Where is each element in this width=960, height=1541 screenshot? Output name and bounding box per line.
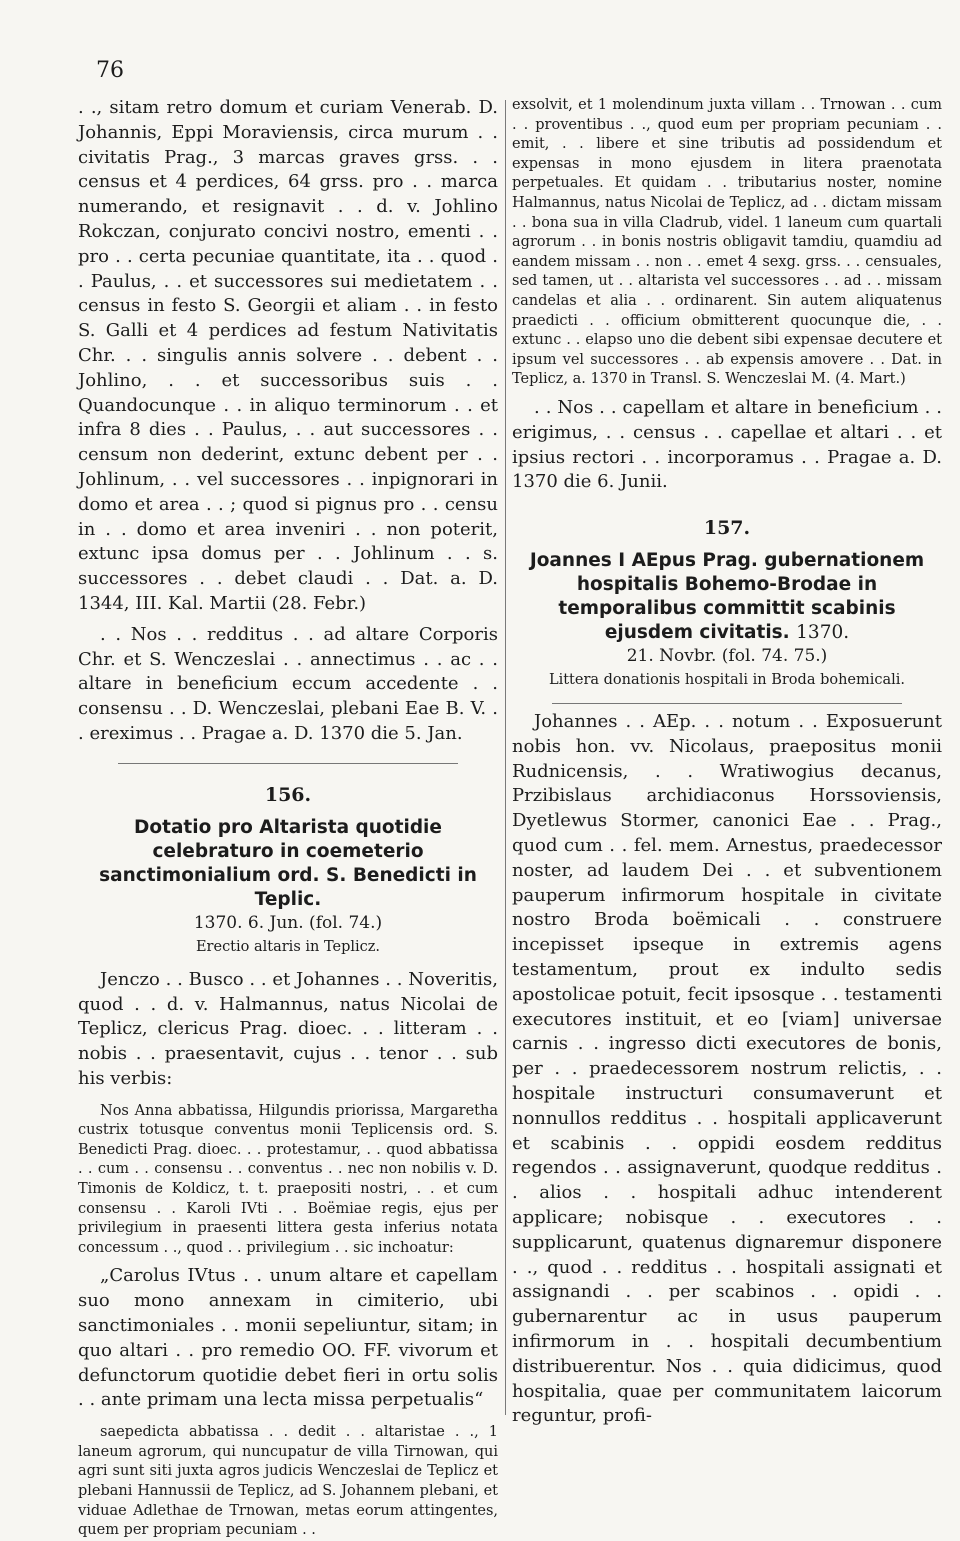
- page-number: 76: [96, 58, 124, 83]
- continued-paragraph: . ., sitam retro domum et curiam Venerab. D. Johannis, Eppi Moraviensis, circa murum . . civitatis Prag., 3 marcas graves grss. . . census et 4 perdices, 64 grss. pro . . marca numerando, et resignavit . . d. v. Johlino Rokczan, conjurato concivi nostro, ementi . . pro . . certa pecuniae quantitate, ita . . quod . . Paulus, . . et successores sui medietatem . . census in festo S. Georgii et aliam . . in festo S. Galli et 4 perdices ad festum Nativitatis Chr. . . singulis annis solvere . . debent . . Johlino, . . et successoribus suis . . Quandocunque . . in aliquo terminorum . . et infra 8 dies . . Paulus, . . aut successores . . censum non dederint, extunc debent per . . Johlinum, . . vel successores . . inpignorari in domo et area . . ; quod si pignus pro . . censu in . . domo et area inveniri . . non poterit, extunc ipsa domus per . . Johlinum . . s. successores . . debet claudi . . Dat. a. D. 1344, III. Kal. Martii (28. Febr.): [78, 97, 498, 614]
- main-paragraph-157: Johannes . . AEp. . . notum . . Exposuerunt nobis hon. vv. Nicolaus, praepositus monii Rudnicensis, . . Wratiwogius decanus, Przibislaus archidiaconus Horssoviensis, Dyetlewus Stormer, canonici Eae . . Prag., quod cum . . fel. mem. Arnestus, praedecessor noster, ad laudem Dei . . et subventionem pauperum infirmorum hospitale in civitate nostro Broda boëmicali . . construere incepisset ipseque in extremis agens testamentum, prout ex indulto sedis apostolicae potuit, fecit ipsosque . . testamenti executores instituit, et eo [viam] universae carnis . . ingresso dicti executores de bonis, per . . praedecessorem nostrum relictis, . . hospitale instructuri consumaverunt et nonnullos redditus . . hospitali applicaverunt et scabinis . . oppidi eosdem redditus regendos . . assignaverunt, quodque redditus . . alios . . hospitali adhuc intenderent applicare; nobisque . . executores . . supplicarunt, quatenus dignaremur disponere . ., quod . . redditus . . hospitali assignati et assignandi . . per scabinos . . opidi . . gubernarentur ac in usus pauperum infirmorum in . . hospitali decumbentium distribuerentur. Nos . . quia didicimus, quod hospitalia, quae per communitatem laicorum reguntur, profi-: [512, 711, 942, 1427]
- document-title-157: [512, 549, 942, 645]
- nos-redditus-paragraph: . . Nos . . redditus . . ad altare Corporis Chr. et S. Wenczeslai . . annectimus . . ac . . altare in beneficium eccum accedente . . consensu . . D. Wenczeslai, plebani Eae B. V. . . ereximus . . Pragae a. D. 1370 die 5. Jan.: [78, 623, 498, 744]
- document-date-157: 21. Novbr. (fol. 74. 75.): [626, 646, 828, 667]
- intro-paragraph-156: Jenczo . . Busco . . et Johannes . . Noveritis, quod . . d. v. Halmannus, natus Nicolai de Teplicz, clericus Prag. dioec. . . litteram . . nobis . . praesentavit, cujus . . tenor . . sub his verbis:: [78, 968, 498, 1089]
- left-column: [78, 96, 498, 1541]
- document-title-156: Dotatio pro Altarista quotidie celebraturo in coemeterio sanctimonialium ord. S. Benedicti in Teplic.: [99, 816, 477, 910]
- section-rule: [552, 703, 902, 704]
- document-title-157-text: Joannes I AEpus Prag. gubernationem hospitalis Bohemo-Brodae in temporalibus committit scabinis ejusdem civitatis.: [529, 550, 925, 644]
- exsolvit-paragraph: exsolvit, et 1 molendinum juxta villam . . Trnowan . . cum . . proventibus . ., quod eum per propriam pecuniam . . emit, . . libere et sine tributis ad possidendum et expensas in mono ejusdem in litera praenotata perpetuales. Et quidam . . tributarius noster, nomine Halmannus, natus Nicolai de Teplicz, ad . . dictam missam . . bona sua in villa Cladrub, videl. 1 laneum cum quartali agrorum . . in bonis nostris obligavit tamdiu, quamdiu ad eandem missam . . non . . emet 4 sexg. grss. . . censuales, sed tamen, ut . . altarista vel successores . . ad . . missam candelas et alia . . ordinarent. Sin autem aliquatenus praedicti . . officium obmitterent quocunque die, . . extunc . . elapso uno die debent sibi expensae decutere et ipsum vel successores . . ab expensis amovere . . Dat. in Teplicz, a. 1370 in Transl. S. Wenczeslai M. (4. Mart.): [512, 97, 942, 388]
- document-subtitle-156: Erectio altaris in Teplicz.: [195, 938, 381, 955]
- carolus-quote: „Carolus IVtus . . unum altare et capellam suo mono annexam in cimiterio, ubi sanctimoniales . . monii sepeliuntur, sitam; in quo altari . . pro remedio OO. FF. vivorum et defunctorum quotidie debet fieri in ortu solis . . ante primam una lecta missa perpetualis“: [78, 1265, 498, 1411]
- right-column: [512, 96, 942, 1429]
- document-date-156: 1370. 6. Jun. (fol. 74.): [193, 912, 383, 933]
- document-title-157-year: 1370.: [796, 622, 850, 644]
- section-rule: [118, 763, 458, 764]
- saepedicta-paragraph: saepedicta abbatissa . . dedit . . altaristae . ., 1 laneum agrorum, qui nuncupatur de villa Tirnowan, qui agri sunt siti juxta agros judicis Wenczeslai de Teplicz et plebani Hannussii de Teplicz, ad S. Johannem plebani, et viduae Adlethae de Trnowan, metas eorum attingentes, quem per propriam pecuniam . .: [78, 1424, 498, 1539]
- nos-capellam-paragraph: . . Nos . . capellam et altare in beneficium . . erigimus, . . census . . capellae et altari . . et ipsius rectori . . incorporamus . . Pragae a. D. 1370 die 6. Junii.: [512, 396, 942, 493]
- column-divider: [505, 100, 506, 1415]
- nos-anna-paragraph: Nos Anna abbatissa, Hilgundis priorissa, Margaretha custrix totusque conventus monii Teplicensis ord. S. Benedicti Prag. dioec. . . protestamur, . . quod abbatissa . . cum . . consensu . . conventus . . nec non nobilis v. D. Timonis de Koldicz, t. t. praepositi nostri, . . et cum consensu . . Karoli IVti . . Boëmiae regis, ejus per privilegium in praesenti littera gesta inferius notata concessum . ., quod . . privilegium . . sic inchoatur:: [78, 1102, 498, 1256]
- document-number-157: 157.: [703, 517, 751, 540]
- document-number-156: 156.: [264, 783, 312, 806]
- document-subtitle-157: Littera donationis hospitali in Broda bohemicali.: [548, 672, 906, 689]
